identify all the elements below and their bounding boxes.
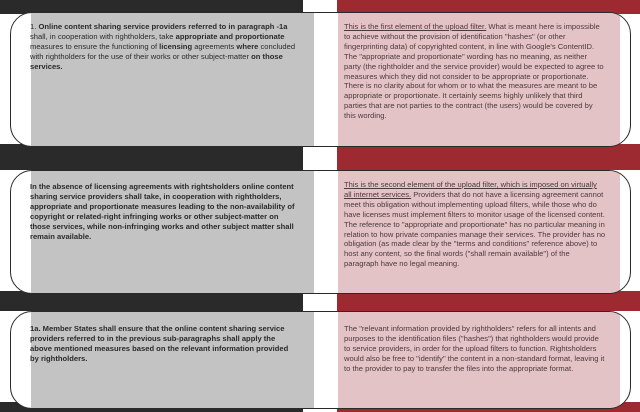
bold-fragment: where bbox=[236, 41, 259, 51]
commentary-text-2 bbox=[344, 180, 606, 269]
commentary-body: Providers that do not have a licensing agreement cannot meet this obligation without implementing upload filters, while those who do have licenses must implement filters to monitor usage of the licensed content. The reference to "appropriate and proportionate" has no particular meaning in relation to how private companies manage their services. The provider has no obligation (as made clear by the "terms and conditions" reference above) to host any content, so the final words ("shall remain available") of the paragraph have no legal meaning. bbox=[344, 189, 606, 269]
bold-fragment: appropriate and proportionate bbox=[175, 31, 285, 41]
middle-band-2-dark bbox=[0, 291, 303, 311]
legal-text-1 bbox=[30, 22, 296, 72]
middle-band-1-dark bbox=[0, 144, 303, 170]
commentary-body: The "relevant information provided by rightholders" refers for all intents and purposes to the identification files ("hashes") that rightholders would provide to service providers, in order for the upload filters to function. Rightsholders would also be free to "identify" the content in a non-standard format, leaving it to the provider to pay to transfer the files into the appropriate format. bbox=[344, 324, 605, 373]
bold-fragment: on those services. bbox=[30, 51, 283, 71]
commentary-heading: This is the second element of the upload filter, which is imposed on virtually all internet services. bbox=[344, 180, 597, 199]
commentary-body: What is meant here is impossible to achieve without the provision of identification "hashes" (or other fingerprinting data) of copyrighted content, in line with Google's ContentID. The "appropriate and proportionate" wording has no meaning, as neither party (the rightholder and the service provider) would be expected to agree to measures which they did not consider to be appropriate or proportionate. There is no clarity about for whom or to what the measures are meant to be appropriate or proportionate. It certainly seems highly unlikely that third parties that are not parties to the contract (the users) would be covered by this wording. bbox=[344, 22, 604, 121]
legal-text-3 bbox=[30, 324, 296, 364]
middle-band-1 bbox=[0, 144, 640, 170]
text-fragment: concluded with rightholders for the use of their works or other subject-matter bbox=[30, 41, 296, 61]
bold-fragment: Online content sharing service providers referred to in paragraph -1a bbox=[38, 22, 288, 31]
commentary-heading: This is the first element of the upload filter. bbox=[344, 22, 487, 31]
text-fragment: measures to ensure the functioning of bbox=[30, 41, 160, 51]
commentary-text-3 bbox=[344, 324, 606, 374]
para-number: 1. bbox=[30, 22, 39, 31]
middle-band-2 bbox=[0, 291, 640, 311]
legal-text-2 bbox=[30, 182, 296, 241]
bold-fragment: licensing bbox=[159, 41, 193, 51]
commentary-text-1 bbox=[344, 22, 606, 121]
legal-text-body: In the absence of licensing agreements with rightsholders online content sharing service providers shall take, in cooperation with rightholders, appropriate and proportionate measures leading to the non-availability of copyright or related-right infringing works or other subject-matter on those services, while non-infringing works and other subject matter shall remain available. bbox=[30, 182, 295, 241]
middle-band-1-red bbox=[337, 144, 640, 170]
legal-text-body: 1a. Member States shall ensure that the online content sharing service providers referred to in the previous sub-paragraphs shall apply the above mentioned measures based on the relevant information provided by rightholders. bbox=[30, 324, 289, 363]
text-fragment: shall, in cooperation with rightholders, take bbox=[30, 31, 176, 41]
text-fragment: agreements bbox=[192, 41, 237, 51]
middle-band-2-red bbox=[337, 291, 640, 311]
